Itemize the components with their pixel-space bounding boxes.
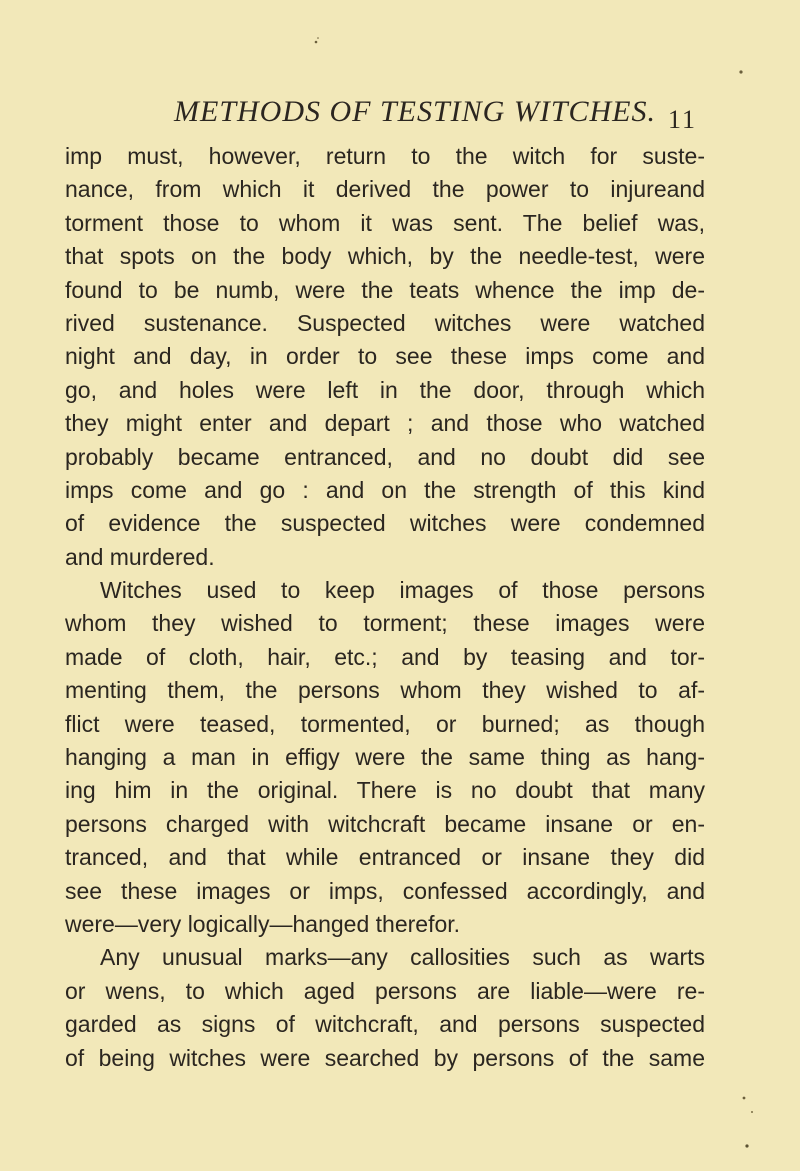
running-title: METHODS OF TESTING WITCHES. xyxy=(174,95,657,128)
text-line: flict were teased, tormented, or burned; as though xyxy=(65,710,705,737)
text-line: nance, from which it derived the power to injureand xyxy=(65,176,705,203)
text-line: go, and holes were left in the door, through which xyxy=(65,376,705,403)
paper-speck xyxy=(317,37,319,39)
text-line: rived sustenance. Suspected witches were watched xyxy=(65,309,705,336)
text-line: torment those to whom it was sent. The belief was, xyxy=(65,209,705,236)
text-line: and murdered. xyxy=(65,543,215,570)
text-line: imp must, however, return to the witch for suste- xyxy=(65,143,705,169)
text-line: garded as signs of witchcraft, and persons suspected xyxy=(65,1011,705,1038)
text-line: whom they wished to torment; these images were xyxy=(65,610,705,637)
text-line: night and day, in order to see these imps come and xyxy=(65,343,705,370)
text-line: of evidence the suspected witches were condemned xyxy=(65,510,705,537)
paper-speck xyxy=(315,41,318,44)
text-line: hanging a man in effigy were the same thing as hang- xyxy=(65,744,705,771)
running-head xyxy=(0,92,800,132)
text-line: probably became entranced, and no doubt did see xyxy=(65,443,705,470)
text-line: see these images or imps, confessed accordingly, and xyxy=(65,877,705,904)
paper-speck xyxy=(745,1144,748,1147)
text-line: they might enter and depart ; and those who watched xyxy=(65,410,705,437)
body-text xyxy=(65,140,705,1075)
paper-speck xyxy=(751,1111,753,1113)
text-line: that spots on the body which, by the needle-test, were xyxy=(65,243,705,270)
text-line: menting them, the persons whom they wished to af- xyxy=(65,677,705,704)
text-line: persons charged with witchcraft became insane or en- xyxy=(65,810,705,837)
page-number: 11 xyxy=(668,105,698,134)
text-line: of being witches were searched by persons of the same xyxy=(65,1044,705,1071)
text-line: found to be numb, were the teats whence the imp de- xyxy=(65,276,705,303)
text-line: or wens, to which aged persons are liable—were re- xyxy=(65,977,705,1004)
paper-speck xyxy=(743,1097,746,1100)
text-line: imps come and go : and on the strength of this kind xyxy=(65,476,705,503)
text-line: ing him in the original. There is no doubt that many xyxy=(65,777,705,804)
paper-speck xyxy=(739,70,742,73)
text-line: Witches used to keep images of those persons xyxy=(100,577,705,604)
text-line: made of cloth, hair, etc.; and by teasing and tor- xyxy=(65,643,705,670)
text-line: tranced, and that while entranced or insane they did xyxy=(65,844,705,871)
text-line: were—very logically—hanged therefor. xyxy=(65,910,461,937)
text-line: Any unusual marks—any callosities such as warts xyxy=(100,944,705,971)
